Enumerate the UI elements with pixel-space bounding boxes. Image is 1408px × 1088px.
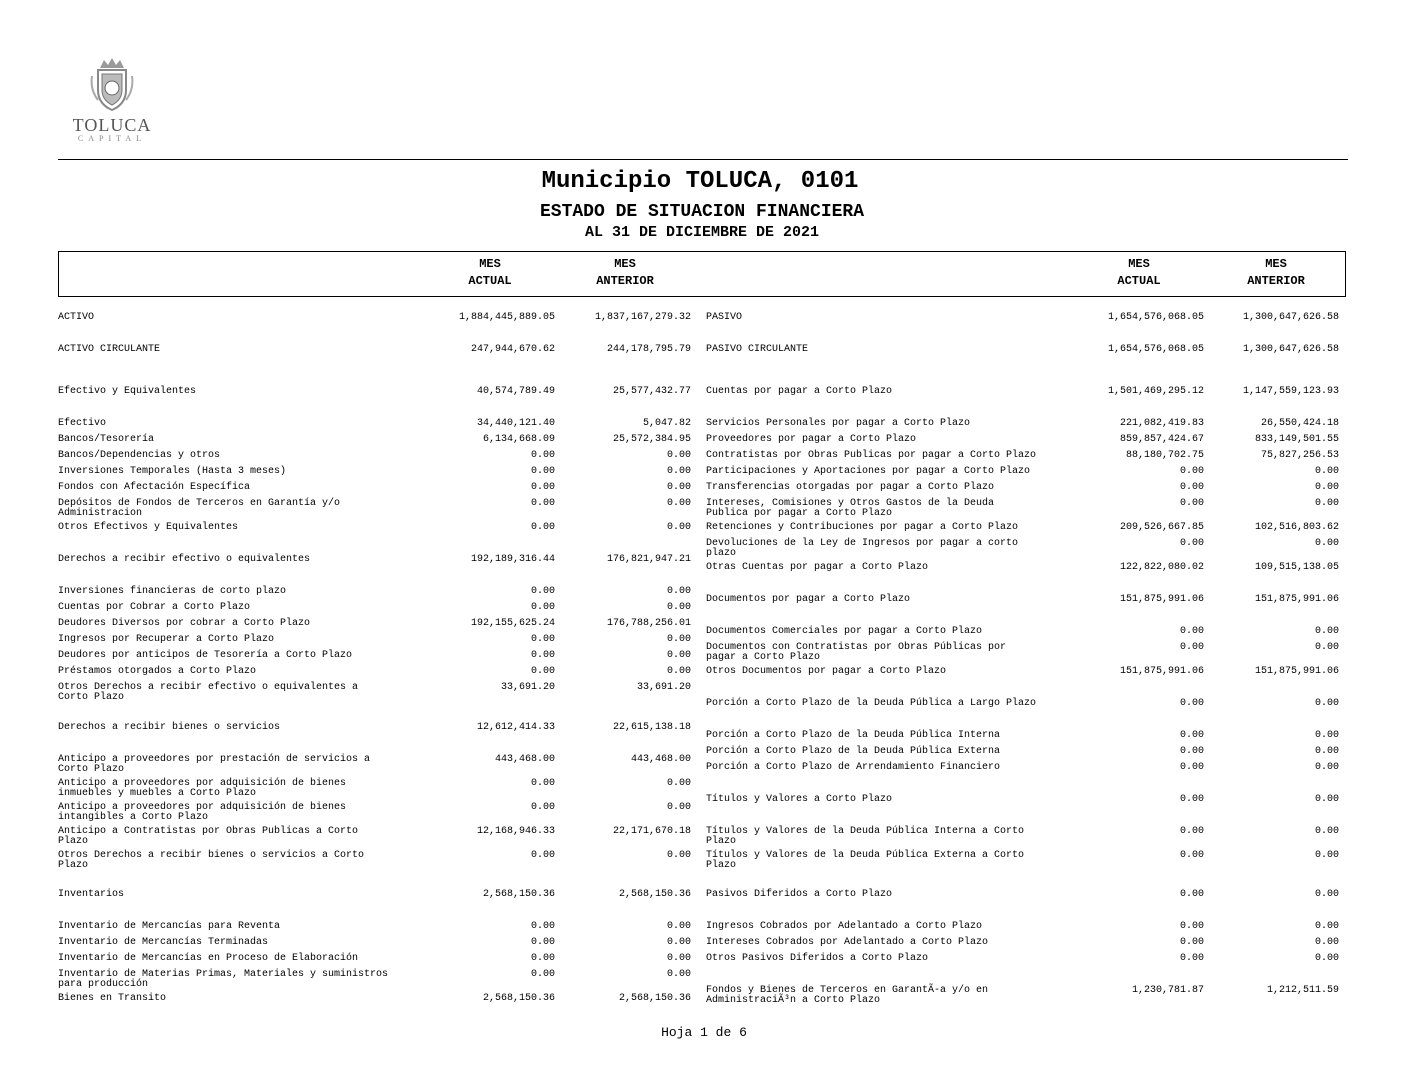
row-value-actual: 0.00	[530, 778, 555, 789]
row-value-anterior: 0.00	[666, 650, 691, 661]
row-label: Porción a Corto Plazo de la Deuda Pública a Largo Plazo	[706, 698, 1037, 709]
row-value-anterior: 0.00	[1314, 826, 1339, 837]
row-value-anterior: 151,875,991.06	[1254, 666, 1339, 677]
row-label: Bancos/Dependencias y otros	[58, 450, 221, 461]
row-value-anterior: 0.00	[666, 482, 691, 493]
row-value-anterior: 22,171,670.18	[612, 826, 691, 837]
row-value-actual: 0.00	[1179, 746, 1204, 757]
row-value-anterior: 0.00	[1314, 698, 1339, 709]
row-value-anterior: 0.00	[666, 666, 691, 677]
row-value-actual: 0.00	[530, 586, 555, 597]
row-value-anterior: 33,691.20	[636, 682, 691, 693]
row-label: Intereses Cobrados por Adelantado a Corto Plazo	[706, 937, 989, 948]
row-label: Ingresos Cobrados por Adelantado a Corto Plazo	[706, 921, 983, 932]
row-label: Porción a Corto Plazo de la Deuda Pública Externa	[706, 746, 1001, 757]
header-actual-label: ACTUAL	[468, 274, 512, 288]
row-value-anterior: 176,821,947.21	[606, 554, 691, 565]
row-value-actual: 0.00	[530, 450, 555, 461]
row-label: Anticipo a proveedores por adquisición de bienes intangibles a Corto Plazo	[58, 802, 347, 823]
row-label: Préstamos otorgados a Corto Plazo	[58, 666, 257, 677]
row-label: Bancos/Tesorería	[58, 434, 155, 445]
row-value-anterior: 0.00	[1314, 921, 1339, 932]
row-value-actual: 443,468.00	[494, 754, 555, 765]
report-date: AL 31 DE DICIEMBRE DE 2021	[584, 224, 820, 241]
row-value-anterior: 109,515,138.05	[1254, 562, 1339, 573]
row-value-anterior: 0.00	[666, 586, 691, 597]
row-label: Participaciones y Aportaciones por pagar a Corto Plazo	[706, 466, 1031, 477]
row-value-anterior: 0.00	[1314, 746, 1339, 757]
row-value-anterior: 244,178,795.79	[606, 344, 691, 355]
row-value-actual: 0.00	[530, 953, 555, 964]
row-value-anterior: 0.00	[666, 522, 691, 533]
row-value-anterior: 0.00	[666, 466, 691, 477]
row-value-anterior: 833,149,501.55	[1254, 434, 1339, 445]
row-value-anterior: 0.00	[666, 450, 691, 461]
row-label: Documentos Comerciales por pagar a Corto Plazo	[706, 626, 983, 637]
row-value-actual: 0.00	[1179, 921, 1204, 932]
row-value-anterior: 102,516,803.62	[1254, 522, 1339, 533]
row-value-anterior: 1,300,647,626.58	[1242, 344, 1339, 355]
row-value-actual: 33,691.20	[500, 682, 555, 693]
row-value-anterior: 22,615,138.18	[612, 722, 691, 733]
row-value-anterior: 0.00	[1314, 730, 1339, 741]
row-value-actual: 247,944,670.62	[470, 344, 555, 355]
row-value-anterior: 0.00	[666, 778, 691, 789]
row-label: ACTIVO CIRCULANTE	[58, 344, 161, 355]
row-value-actual: 0.00	[1179, 642, 1204, 653]
row-label: Ingresos por Recuperar a Corto Plazo	[58, 634, 275, 645]
row-label: Inventario de Mercancías para Reventa	[58, 921, 281, 932]
row-label: Derechos a recibir efectivo o equivalentes	[58, 554, 311, 565]
row-value-actual: 12,612,414.33	[476, 722, 555, 733]
header-mes-label: MES	[614, 257, 636, 271]
row-value-actual: 88,180,702.75	[1125, 450, 1204, 461]
row-value-actual: 2,568,150.36	[482, 889, 555, 900]
row-label: Títulos y Valores de la Deuda Pública Externa a Corto Plazo	[706, 850, 1025, 871]
row-value-actual: 0.00	[1179, 698, 1204, 709]
row-value-actual: 6,134,668.09	[482, 434, 555, 445]
row-value-actual: 0.00	[1179, 538, 1204, 549]
row-label: Otros Derechos a recibir bienes o servicios a Corto Plazo	[58, 850, 365, 871]
row-value-anterior: 26,550,424.18	[1260, 418, 1339, 429]
row-value-anterior: 0.00	[1314, 953, 1339, 964]
row-value-actual: 0.00	[1179, 937, 1204, 948]
row-value-actual: 0.00	[530, 937, 555, 948]
row-value-actual: 1,654,576,068.05	[1107, 344, 1204, 355]
row-value-actual: 192,189,316.44	[470, 554, 555, 565]
row-value-anterior: 0.00	[666, 953, 691, 964]
row-value-anterior: 0.00	[666, 802, 691, 813]
row-value-anterior: 0.00	[666, 969, 691, 980]
row-value-actual: 1,654,576,068.05	[1107, 312, 1204, 323]
row-label: Fondos con Afectación Específica	[58, 482, 251, 493]
row-value-anterior: 0.00	[666, 602, 691, 613]
row-value-anterior: 0.00	[666, 850, 691, 861]
row-label: Títulos y Valores a Corto Plazo	[706, 794, 893, 805]
row-label: Otros Derechos a recibir efectivo o equivalentes a Corto Plazo	[58, 682, 359, 703]
row-value-actual: 0.00	[530, 498, 555, 509]
row-label: Otras Cuentas por pagar a Corto Plazo	[706, 562, 929, 573]
row-value-actual: 0.00	[1179, 482, 1204, 493]
row-value-anterior: 25,577,432.77	[612, 386, 691, 397]
row-label: Inversiones Temporales (Hasta 3 meses)	[58, 466, 287, 477]
row-value-actual: 0.00	[530, 522, 555, 533]
row-value-anterior: 0.00	[1314, 538, 1339, 549]
row-label: Deudores por anticipos de Tesorería a Corto Plazo	[58, 650, 353, 661]
row-value-actual: 0.00	[1179, 466, 1204, 477]
row-value-anterior: 0.00	[1314, 498, 1339, 509]
page-number: Hoja 1 de 6	[661, 1025, 747, 1040]
row-label: Inventario de Mercancías Terminadas	[58, 937, 269, 948]
row-value-actual: 0.00	[530, 850, 555, 861]
row-value-actual: 221,082,419.83	[1119, 418, 1204, 429]
row-label: Retenciones y Contribuciones por pagar a Corto Plazo	[706, 522, 1019, 533]
row-value-anterior: 151,875,991.06	[1254, 594, 1339, 605]
row-label: Anticipo a proveedores por adquisición de bienes inmuebles y muebles a Corto Plazo	[58, 778, 347, 799]
row-label: Inventario de Mercancías en Proceso de Elaboración	[58, 953, 359, 964]
row-value-actual: 0.00	[1179, 730, 1204, 741]
row-label: Inventario de Materias Primas, Materiales y suministros para producción	[58, 969, 389, 990]
row-label: Servicios Personales por pagar a Corto Plazo	[706, 418, 971, 429]
row-value-actual: 0.00	[1179, 762, 1204, 773]
row-value-anterior: 2,568,150.36	[618, 889, 691, 900]
row-label: Deudores Diversos por cobrar a Corto Plazo	[58, 618, 311, 629]
row-label: Inventarios	[58, 889, 125, 900]
header-actual-label: ACTUAL	[1117, 274, 1161, 288]
row-value-anterior: 0.00	[1314, 937, 1339, 948]
row-label: Efectivo	[58, 418, 107, 429]
row-label: Devoluciones de la Ley de Ingresos por pagar a corto plazo	[706, 538, 1019, 559]
row-value-anterior: 25,572,384.95	[612, 434, 691, 445]
row-value-actual: 151,875,991.06	[1119, 666, 1204, 677]
row-value-anterior: 0.00	[666, 921, 691, 932]
row-label: Otros Pasivos Diferidos a Corto Plazo	[706, 953, 929, 964]
row-label: Otros Efectivos y Equivalentes	[58, 522, 239, 533]
row-value-anterior: 1,300,647,626.58	[1242, 312, 1339, 323]
row-value-actual: 0.00	[530, 666, 555, 677]
row-value-anterior: 75,827,256.53	[1260, 450, 1339, 461]
header-mes-label: MES	[1265, 257, 1287, 271]
row-label: Documentos por pagar a Corto Plazo	[706, 594, 911, 605]
row-value-anterior: 0.00	[666, 937, 691, 948]
row-value-actual: 151,875,991.06	[1119, 594, 1204, 605]
row-label: Bienes en Transito	[58, 993, 167, 1004]
row-value-anterior: 0.00	[1314, 794, 1339, 805]
row-label: Porción a Corto Plazo de Arrendamiento Financiero	[706, 762, 1001, 773]
row-value-actual: 1,501,469,295.12	[1107, 386, 1204, 397]
row-value-actual: 0.00	[530, 802, 555, 813]
row-value-actual: 0.00	[530, 921, 555, 932]
row-label: Fondos y Bienes de Terceros en GarantÃ-a y/o en AdministraciÃ³n a Corto Plazo	[706, 985, 989, 1006]
row-value-anterior: 0.00	[1314, 850, 1339, 861]
row-value-anterior: 0.00	[1314, 642, 1339, 653]
row-label: Depósitos de Fondos de Terceros en Garantía y/o Administracion	[58, 498, 341, 519]
row-value-actual: 0.00	[1179, 826, 1204, 837]
row-value-anterior: 0.00	[666, 634, 691, 645]
row-label: Intereses, Comisiones y Otros Gastos de la Deuda Publica por pagar a Corto Plazo	[706, 498, 995, 519]
row-value-anterior: 1,212,511.59	[1266, 985, 1339, 996]
row-label: Porción a Corto Plazo de la Deuda Pública Interna	[706, 730, 1001, 741]
page-subtitle: ESTADO DE SITUACION FINANCIERA	[539, 202, 865, 222]
row-value-actual: 0.00	[530, 969, 555, 980]
row-label: Anticipo a proveedores por prestación de servicios a Corto Plazo	[58, 754, 371, 775]
row-value-actual: 1,230,781.87	[1131, 985, 1204, 996]
row-value-actual: 0.00	[1179, 498, 1204, 509]
row-value-anterior: 0.00	[666, 498, 691, 509]
row-value-actual: 0.00	[1179, 953, 1204, 964]
header-anterior-label: ANTERIOR	[1247, 274, 1305, 288]
logo-name: TOLUCA	[72, 115, 152, 135]
row-value-actual: 0.00	[530, 602, 555, 613]
row-label: Efectivo y Equivalentes	[58, 386, 197, 397]
row-label: Documentos con Contratistas por Obras Públicas por pagar a Corto Plazo	[706, 642, 1007, 663]
row-label: PASIVO CIRCULANTE	[706, 344, 809, 355]
row-value-actual: 0.00	[530, 650, 555, 661]
row-value-actual: 0.00	[1179, 889, 1204, 900]
row-value-actual: 2,568,150.36	[482, 993, 555, 1004]
row-label: Anticipo a Contratistas por Obras Publicas a Corto Plazo	[58, 826, 359, 847]
row-value-actual: 122,822,080.02	[1119, 562, 1204, 573]
row-value-actual: 1,884,445,889.05	[458, 312, 555, 323]
row-value-anterior: 0.00	[1314, 466, 1339, 477]
row-label: Cuentas por Cobrar a Corto Plazo	[58, 602, 251, 613]
row-label: Transferencias otorgadas por pagar a Corto Plazo	[706, 482, 995, 493]
row-value-actual: 209,526,667.85	[1119, 522, 1204, 533]
row-value-anterior: 1,837,167,279.32	[594, 312, 691, 323]
row-value-actual: 192,155,625.24	[470, 618, 555, 629]
logo-sub: CAPITAL	[77, 134, 147, 143]
row-value-actual: 12,168,946.33	[476, 826, 555, 837]
row-value-anterior: 0.00	[1314, 762, 1339, 773]
row-value-actual: 0.00	[1179, 626, 1204, 637]
row-value-actual: 34,440,121.40	[476, 418, 555, 429]
page-title: Municipio TOLUCA, 0101	[541, 168, 859, 195]
row-value-anterior: 0.00	[1314, 482, 1339, 493]
row-value-anterior: 5,047.82	[642, 418, 691, 429]
row-label: Pasivos Diferidos a Corto Plazo	[706, 889, 893, 900]
row-label: Inversiones financieras de corto plazo	[58, 586, 287, 597]
row-label: Títulos y Valores de la Deuda Pública Interna a Corto Plazo	[706, 826, 1025, 847]
row-value-anterior: 0.00	[1314, 889, 1339, 900]
row-label: Proveedores por pagar a Corto Plazo	[706, 434, 917, 445]
row-value-anterior: 1,147,559,123.93	[1242, 386, 1339, 397]
row-value-anterior: 176,788,256.01	[606, 618, 691, 629]
row-label: PASIVO	[706, 312, 743, 323]
row-value-anterior: 2,568,150.36	[618, 993, 691, 1004]
row-label: ACTIVO	[58, 312, 95, 323]
row-value-actual: 0.00	[530, 466, 555, 477]
row-value-actual: 0.00	[1179, 794, 1204, 805]
row-value-actual: 0.00	[530, 634, 555, 645]
row-label: Cuentas por pagar a Corto Plazo	[706, 386, 893, 397]
row-value-actual: 859,857,424.67	[1119, 434, 1204, 445]
row-value-actual: 0.00	[1179, 850, 1204, 861]
row-value-actual: 0.00	[530, 482, 555, 493]
row-label: Derechos a recibir bienes o servicios	[58, 722, 281, 733]
row-label: Otros Documentos por pagar a Corto Plazo	[706, 666, 947, 677]
row-value-anterior: 443,468.00	[630, 754, 691, 765]
row-value-anterior: 0.00	[1314, 626, 1339, 637]
row-label: Contratistas por Obras Publicas por pagar a Corto Plazo	[706, 450, 1037, 461]
header-mes-label: MES	[479, 257, 501, 271]
row-value-actual: 40,574,789.49	[476, 386, 555, 397]
header-anterior-label: ANTERIOR	[596, 274, 654, 288]
header-mes-label: MES	[1128, 257, 1150, 271]
